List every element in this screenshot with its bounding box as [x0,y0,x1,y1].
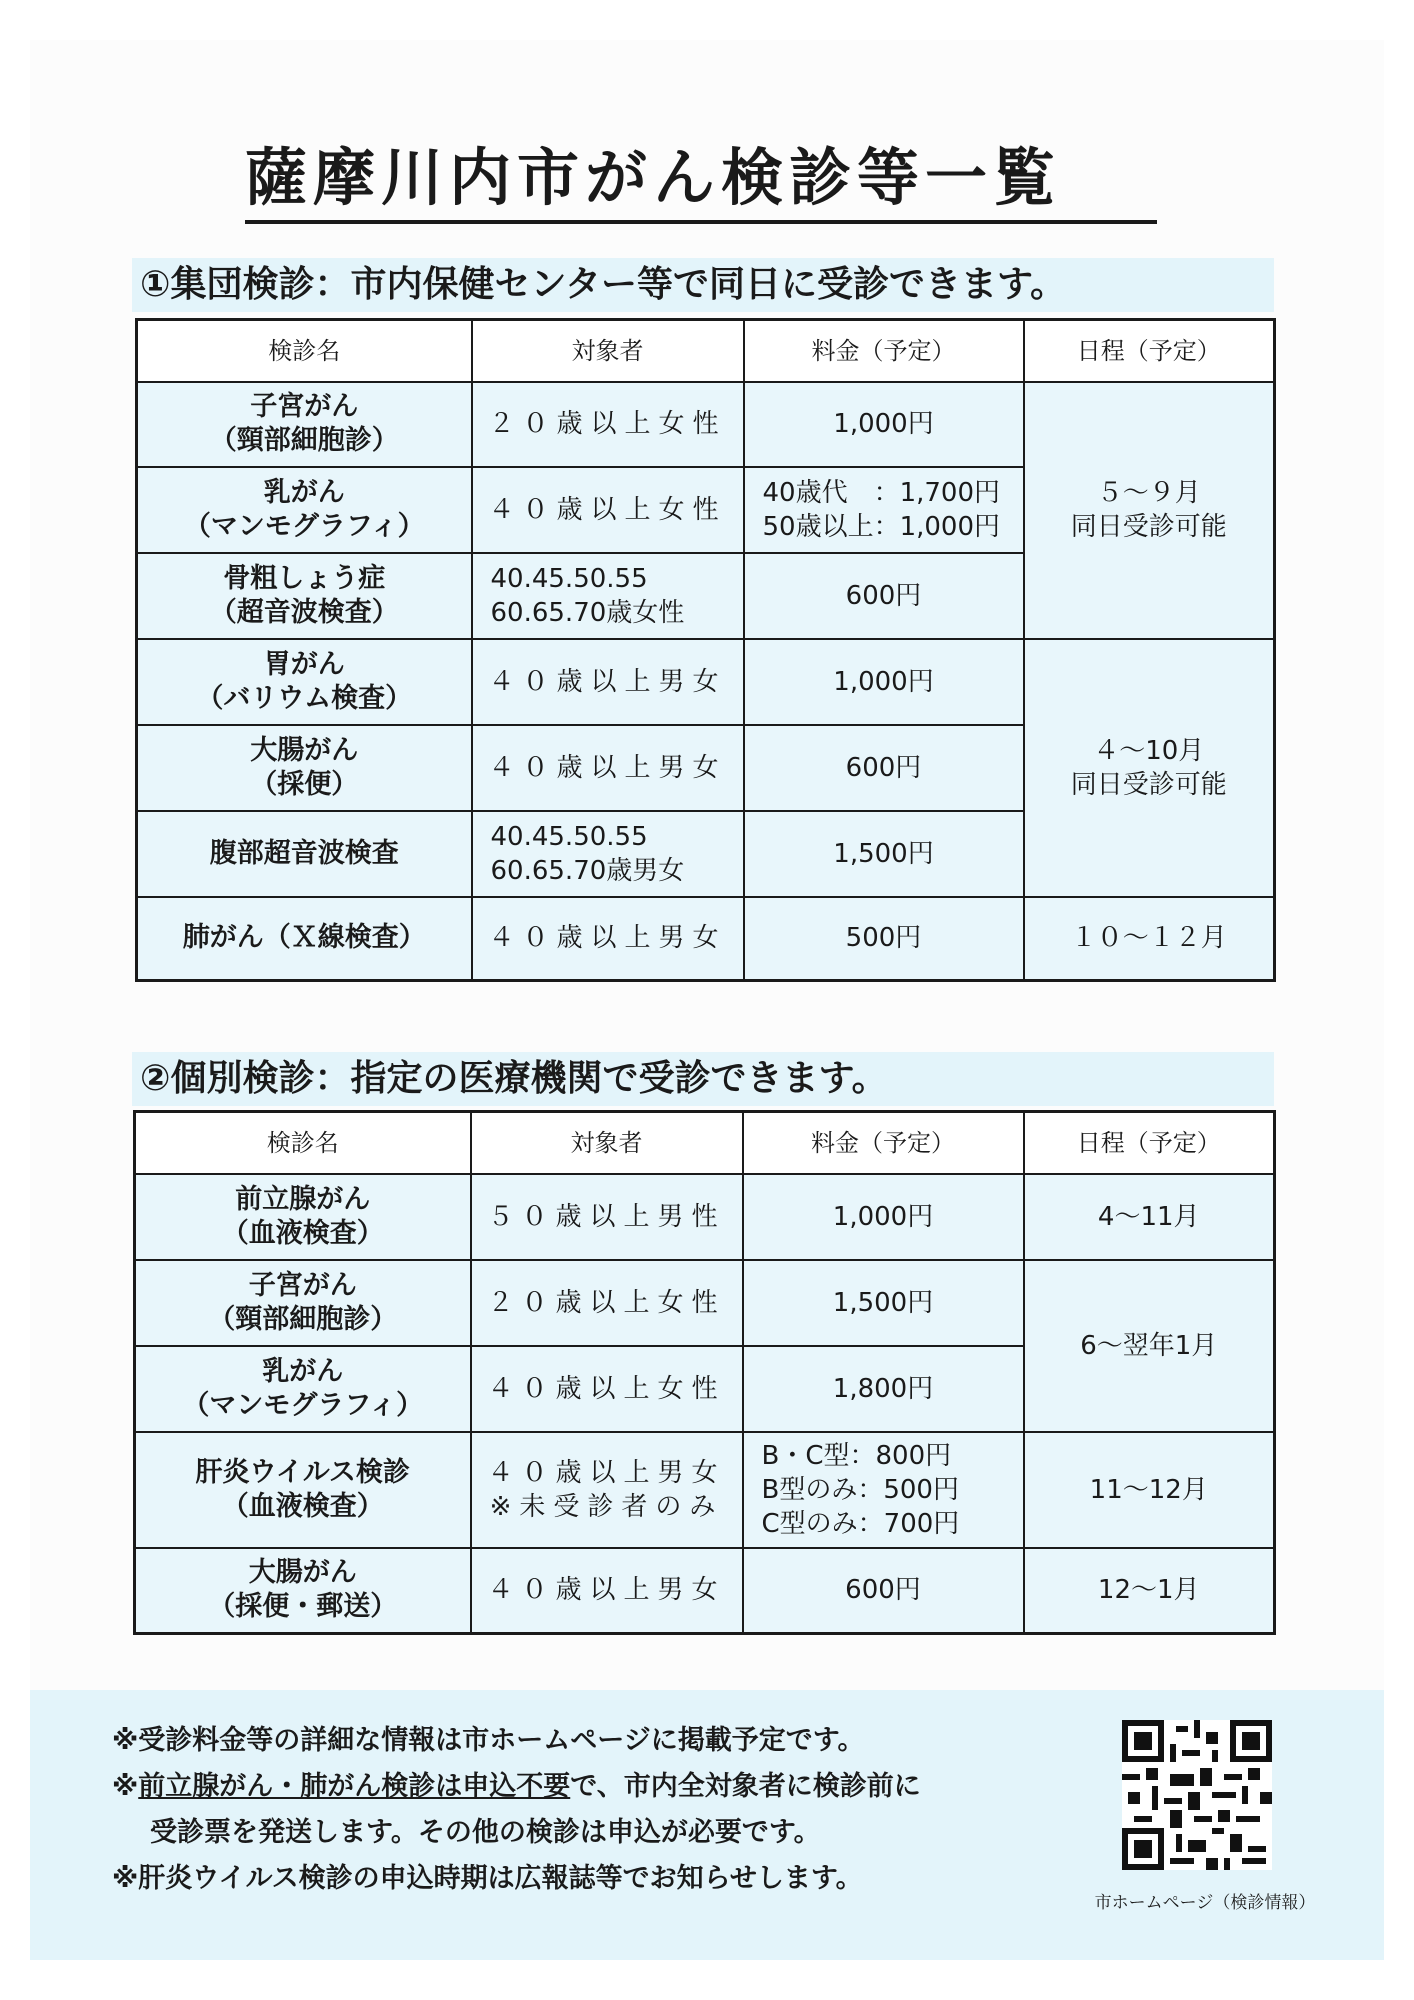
schedule-line: 同日受診可能 [1070,769,1227,800]
exam-fee [743,1548,1024,1634]
exam-name [135,1548,471,1634]
notes [112,1718,1072,1902]
exam-fee [744,811,1024,897]
note-no-application-cont: 受診票を発送します。その他の検診は申込が必要です。 [150,1817,821,1848]
target-line: ２０歳以上女性 [488,409,727,439]
exam-name-line: （頸部細胞診） [208,1303,398,1335]
exam-name-line: （採便） [250,768,359,800]
table-row [137,382,1275,467]
target-line: ２０歳以上女性 [487,1287,726,1318]
exam-schedule [1024,1548,1275,1634]
target-line: ４０歳以上男女 [488,666,727,697]
exam-fee [743,1174,1024,1260]
schedule-line: ４～10月 [1093,735,1205,766]
header-schedule: 日程（予定） [1024,320,1275,382]
target-line: 40.45.50.55 [490,821,648,852]
qr-caption: 市ホームページ（検診情報） [1094,1893,1316,1913]
target-line: ５０歳以上男性 [487,1201,726,1232]
exam-fee [744,639,1024,725]
exam-name-line: 胃がん [263,648,345,680]
table-row [137,639,1275,725]
exam-name-line: （マンモグラフィ） [183,510,425,542]
exam-name [137,553,472,639]
exam-name-line: （血液検査） [221,1490,384,1522]
fee-line: 1,500円 [833,838,934,869]
exam-schedule [1024,382,1275,639]
fee-line: 1,800円 [832,1373,934,1404]
exam-target [472,553,744,639]
header-fee: 料金（予定） [743,1112,1024,1174]
exam-name [135,1260,471,1346]
header-target: 対象者 [471,1112,743,1174]
fee-line: B・C型：800円 [761,1440,952,1471]
exam-name-line: （血液検査） [221,1217,384,1249]
target-line: ４０歳以上男女 [488,923,727,954]
exam-schedule [1024,897,1275,981]
individual-screening-table [133,1110,1276,1635]
exam-target [471,1346,743,1432]
note-hepatitis: ※肝炎ウイルス検診の申込時期は広報誌等でお知らせします。 [112,1863,863,1894]
schedule-line: 11～12月 [1089,1474,1208,1505]
exam-name [135,1346,471,1432]
fee-line: 600円 [845,1575,921,1606]
exam-name-line: 子宮がん [250,391,359,422]
table-row [137,897,1275,981]
exam-target [471,1548,743,1634]
exam-name [137,639,472,725]
schedule-line: 6～翌年1月 [1080,1330,1218,1361]
title-underline [245,220,1157,224]
exam-name-line: （マンモグラフィ） [182,1389,424,1421]
table-row [135,1432,1275,1548]
exam-target [471,1260,743,1346]
table-header-row [137,320,1275,382]
exam-fee [744,553,1024,639]
exam-name-line: （バリウム検査） [196,682,413,714]
qr-code-icon[interactable] [1122,1720,1272,1870]
exam-target [472,811,744,897]
fee-line: 1,000円 [833,666,934,697]
exam-schedule [1024,1432,1275,1548]
exam-target [471,1432,743,1548]
fee-line: 1,000円 [833,409,934,439]
header-target: 対象者 [472,320,744,382]
exam-name-line: （超音波検査） [209,596,399,628]
exam-name-line: 大腸がん [250,734,359,766]
exam-name-line: 前立腺がん [235,1183,371,1215]
note-text: で、市内全対象者に検診前に [570,1771,921,1802]
target-line: ４０歳以上男女 [487,1575,726,1606]
exam-name-line: 乳がん [262,1355,344,1387]
header-schedule: 日程（予定） [1024,1112,1275,1174]
fee-line: C型のみ：700円 [761,1508,960,1539]
group-screening-table [135,318,1276,982]
table-row [135,1174,1275,1260]
fee-line: 50歳以上：1,000円 [762,511,1001,542]
fee-line: 1,000円 [832,1201,934,1232]
exam-target [471,1174,743,1260]
header-exam-name: 検診名 [135,1112,471,1174]
exam-name-line: 子宮がん [248,1269,357,1301]
exam-fee [743,1432,1024,1548]
schedule-line: 同日受診可能 [1070,512,1227,542]
exam-name [137,897,472,981]
fee-line: 500円 [845,923,922,954]
exam-fee [744,725,1024,811]
exam-name [137,811,472,897]
target-line: ※未受診者のみ [489,1491,724,1522]
target-line: ４０歳以上男女 [487,1457,726,1488]
exam-name [137,467,472,553]
fee-line: 1,500円 [832,1287,934,1318]
page-title: 薩摩川内市がん検診等一覧 [245,141,1062,214]
schedule-line: 4～11月 [1097,1201,1200,1232]
exam-name-line: 乳がん [263,476,345,508]
exam-name-line: 肺がん（Ｘ線検査） [182,922,426,954]
table-header-row [135,1112,1275,1174]
exam-target [472,639,744,725]
target-line: ４０歳以上女性 [487,1373,726,1404]
table-row [135,1260,1275,1346]
exam-target [472,382,744,467]
section2-heading: ②個別検診：指定の医療機関で受診できます。 [140,1058,888,1099]
header-fee: 料金（予定） [744,320,1024,382]
exam-name-line: 腹部超音波検査 [209,837,399,869]
section1-heading: ①集団検診：市内保健センター等で同日に受診できます。 [140,264,1067,305]
exam-name-line: 大腸がん [248,1557,357,1589]
schedule-line: 12～1月 [1097,1575,1200,1606]
target-line: 40.45.50.55 [490,563,648,594]
note-no-application [112,1764,1072,1810]
exam-fee [743,1346,1024,1432]
exam-name-line: （頸部細胞診） [209,425,399,456]
exam-target [472,897,744,981]
exam-fee [744,382,1024,467]
fee-line: 40歳代 ：1,700円 [762,477,1001,508]
exam-name [137,725,472,811]
exam-fee [744,897,1024,981]
target-line: ４０歳以上女性 [488,494,727,525]
exam-name [135,1174,471,1260]
note-underlined-text: 前立腺がん・肺がん検診は申込不要 [138,1771,571,1802]
note-mark: ※ [112,1771,139,1802]
note-fee-details: ※受診料金等の詳細な情報は市ホームページに掲載予定です。 [112,1725,865,1756]
exam-name-line: 骨粗しょう症 [223,562,386,594]
schedule-line: ５～９月 [1096,478,1201,508]
target-line: 60.65.70歳男女 [490,855,685,886]
exam-schedule [1024,1260,1275,1432]
exam-target [472,467,744,553]
fee-line: 600円 [845,752,922,783]
target-line: ４０歳以上男女 [488,752,727,783]
exam-name [135,1432,471,1548]
exam-schedule [1024,1174,1275,1260]
fee-line: 600円 [845,580,922,611]
exam-fee [744,467,1024,553]
schedule-line: １０～１２月 [1070,923,1227,954]
header-exam-name: 検診名 [137,320,472,382]
exam-name [137,382,472,467]
exam-name-line: （採便・郵送） [208,1591,398,1623]
exam-name-line: 肝炎ウイルス検診 [195,1456,410,1488]
exam-schedule [1024,639,1275,897]
exam-target [472,725,744,811]
table-row [135,1548,1275,1634]
target-line: 60.65.70歳女性 [490,597,685,628]
exam-fee [743,1260,1024,1346]
fee-line: B型のみ：500円 [761,1474,959,1505]
